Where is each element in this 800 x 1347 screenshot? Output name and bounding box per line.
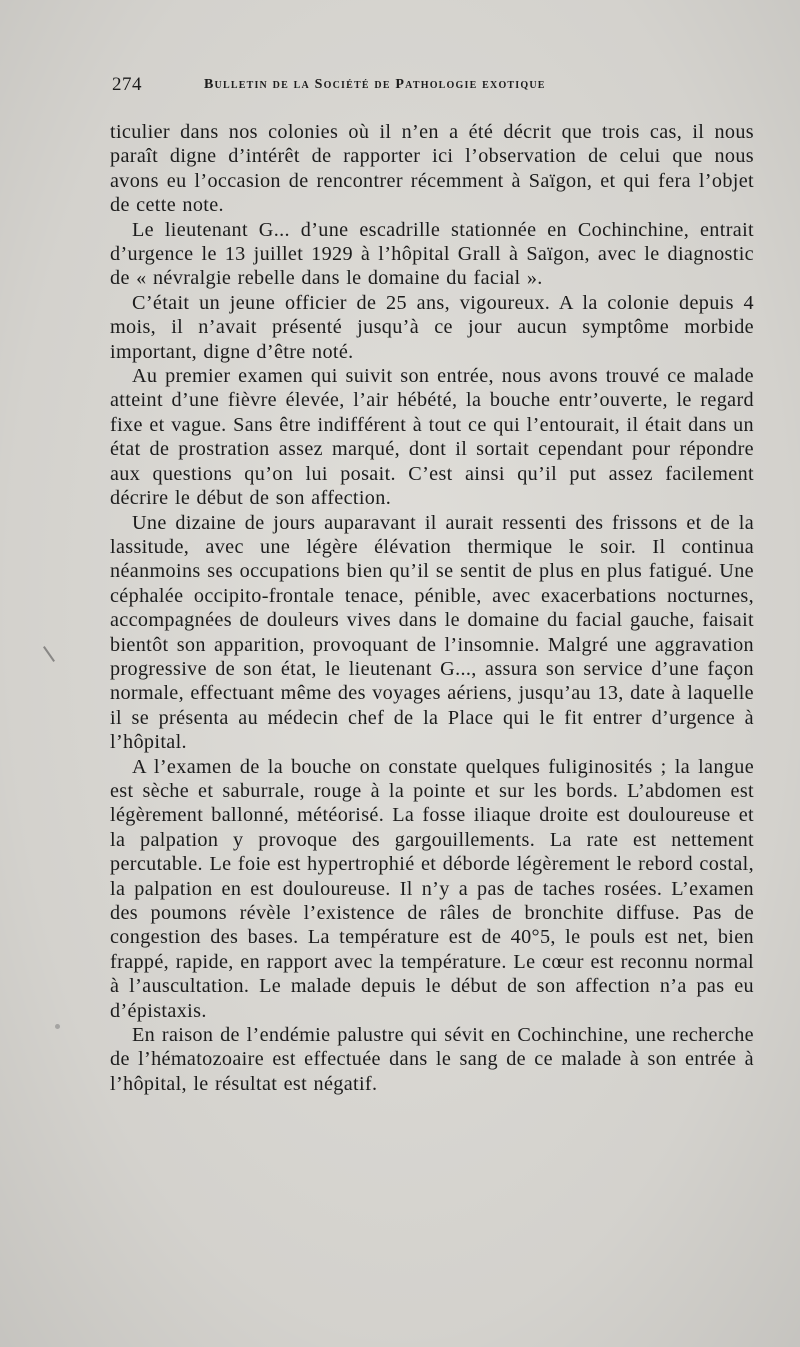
paragraph-first-exam: Au premier examen qui suivit son entrée, nous avons trouvé ce malade atteint d’une fièvre élevée, l’air hébété, la bouche entr’ouverte, le regard fixe et vague. Sans être indifférent à tout ce qui l’entourait, il était dans un état de prostration assez marqué, dont il sortait cependant pour répondre aux questions qu’on lui posait. C’est ainsi qu’il put assez facilement décrire le début de son affection. [110, 365, 754, 510]
margin-speck [55, 1024, 60, 1029]
paragraph-history: Une dizaine de jours auparavant il aurait ressenti des frissons et de la lassitude, avec une légère élévation thermique le soir. Il continua néanmoins ses occupations bien qu’il se sentit de plus en plus fatigué. Une céphalée occipito-frontale tenace, pénible, avec exacerbations nocturnes, accompagnées de douleurs vives dans le domaine du facial gauche, faisait bientôt son apparition, provoquant de l’insomnie. Malgré une aggravation progressive de son état, le lieutenant G..., assura son service d’une façon normale, effectuant même des voyages aériens, jusqu’au 13, date à laquelle il se présenta au médecin chef de la Place qui le fit entrer d’urgence à l’hôpital. [110, 511, 754, 754]
body-text [110, 120, 754, 1096]
page-number: 274 [112, 74, 142, 95]
paragraph-continuation: ticulier dans nos colonies où il n’en a été décrit que trois cas, il nous paraît digne d’intérêt de rapporter ici l’observation de celui que nous avons eu l’occasion de rencontrer récemment à Saïgon, et qui fera l’objet de cette note. [110, 121, 754, 217]
paragraph-admission: Le lieutenant G... d’une escadrille stationnée en Cochinchine, entrait d’urgence le 13 juillet 1929 à l’hôpital Grall à Saïgon, avec le diagnostic de « névralgie rebelle dans le domaine du facial ». [110, 218, 754, 290]
paragraph-malaria-test: En raison de l’endémie palustre qui sévit en Cochinchine, une recherche de l’hématozoaire est effectuée dans le sang de ce malade à son entrée à l’hôpital, le résultat est négatif. [110, 1024, 754, 1095]
running-head: Bulletin de la Société de Pathologie exotique [204, 77, 546, 92]
margin-pencil-mark [43, 646, 55, 662]
page-header [112, 74, 672, 102]
paragraph-clinical-exam: A l’examen de la bouche on constate quelques fuliginosités ; la langue est sèche et saburrale, rouge à la pointe et sur les bords. L’abdomen est légèrement ballonné, météorisé. La fosse iliaque droite est douloureuse et la palpation y provoque des gargouillements. La rate est nettement percutable. Le foie est hypertrophié et déborde légèrement le rebord costal, la palpation en est douloureuse. Il n’y a pas de taches rosées. L’examen des poumons révèle l’existence de râles de bronchite diffuse. Pas de congestion des bases. La température est de 40°5, le pouls est net, bien frappé, rapide, en rapport avec la température. Le cœur est reconnu normal à l’auscultation. Le malade depuis le début de son affection n’a pas eu d’épistaxis. [110, 755, 754, 1022]
paragraph-patient-background: C’était un jeune officier de 25 ans, vigoureux. A la colonie depuis 4 mois, il n’avait présenté jusqu’à ce jour aucun symptôme morbide important, digne d’être noté. [110, 291, 754, 363]
